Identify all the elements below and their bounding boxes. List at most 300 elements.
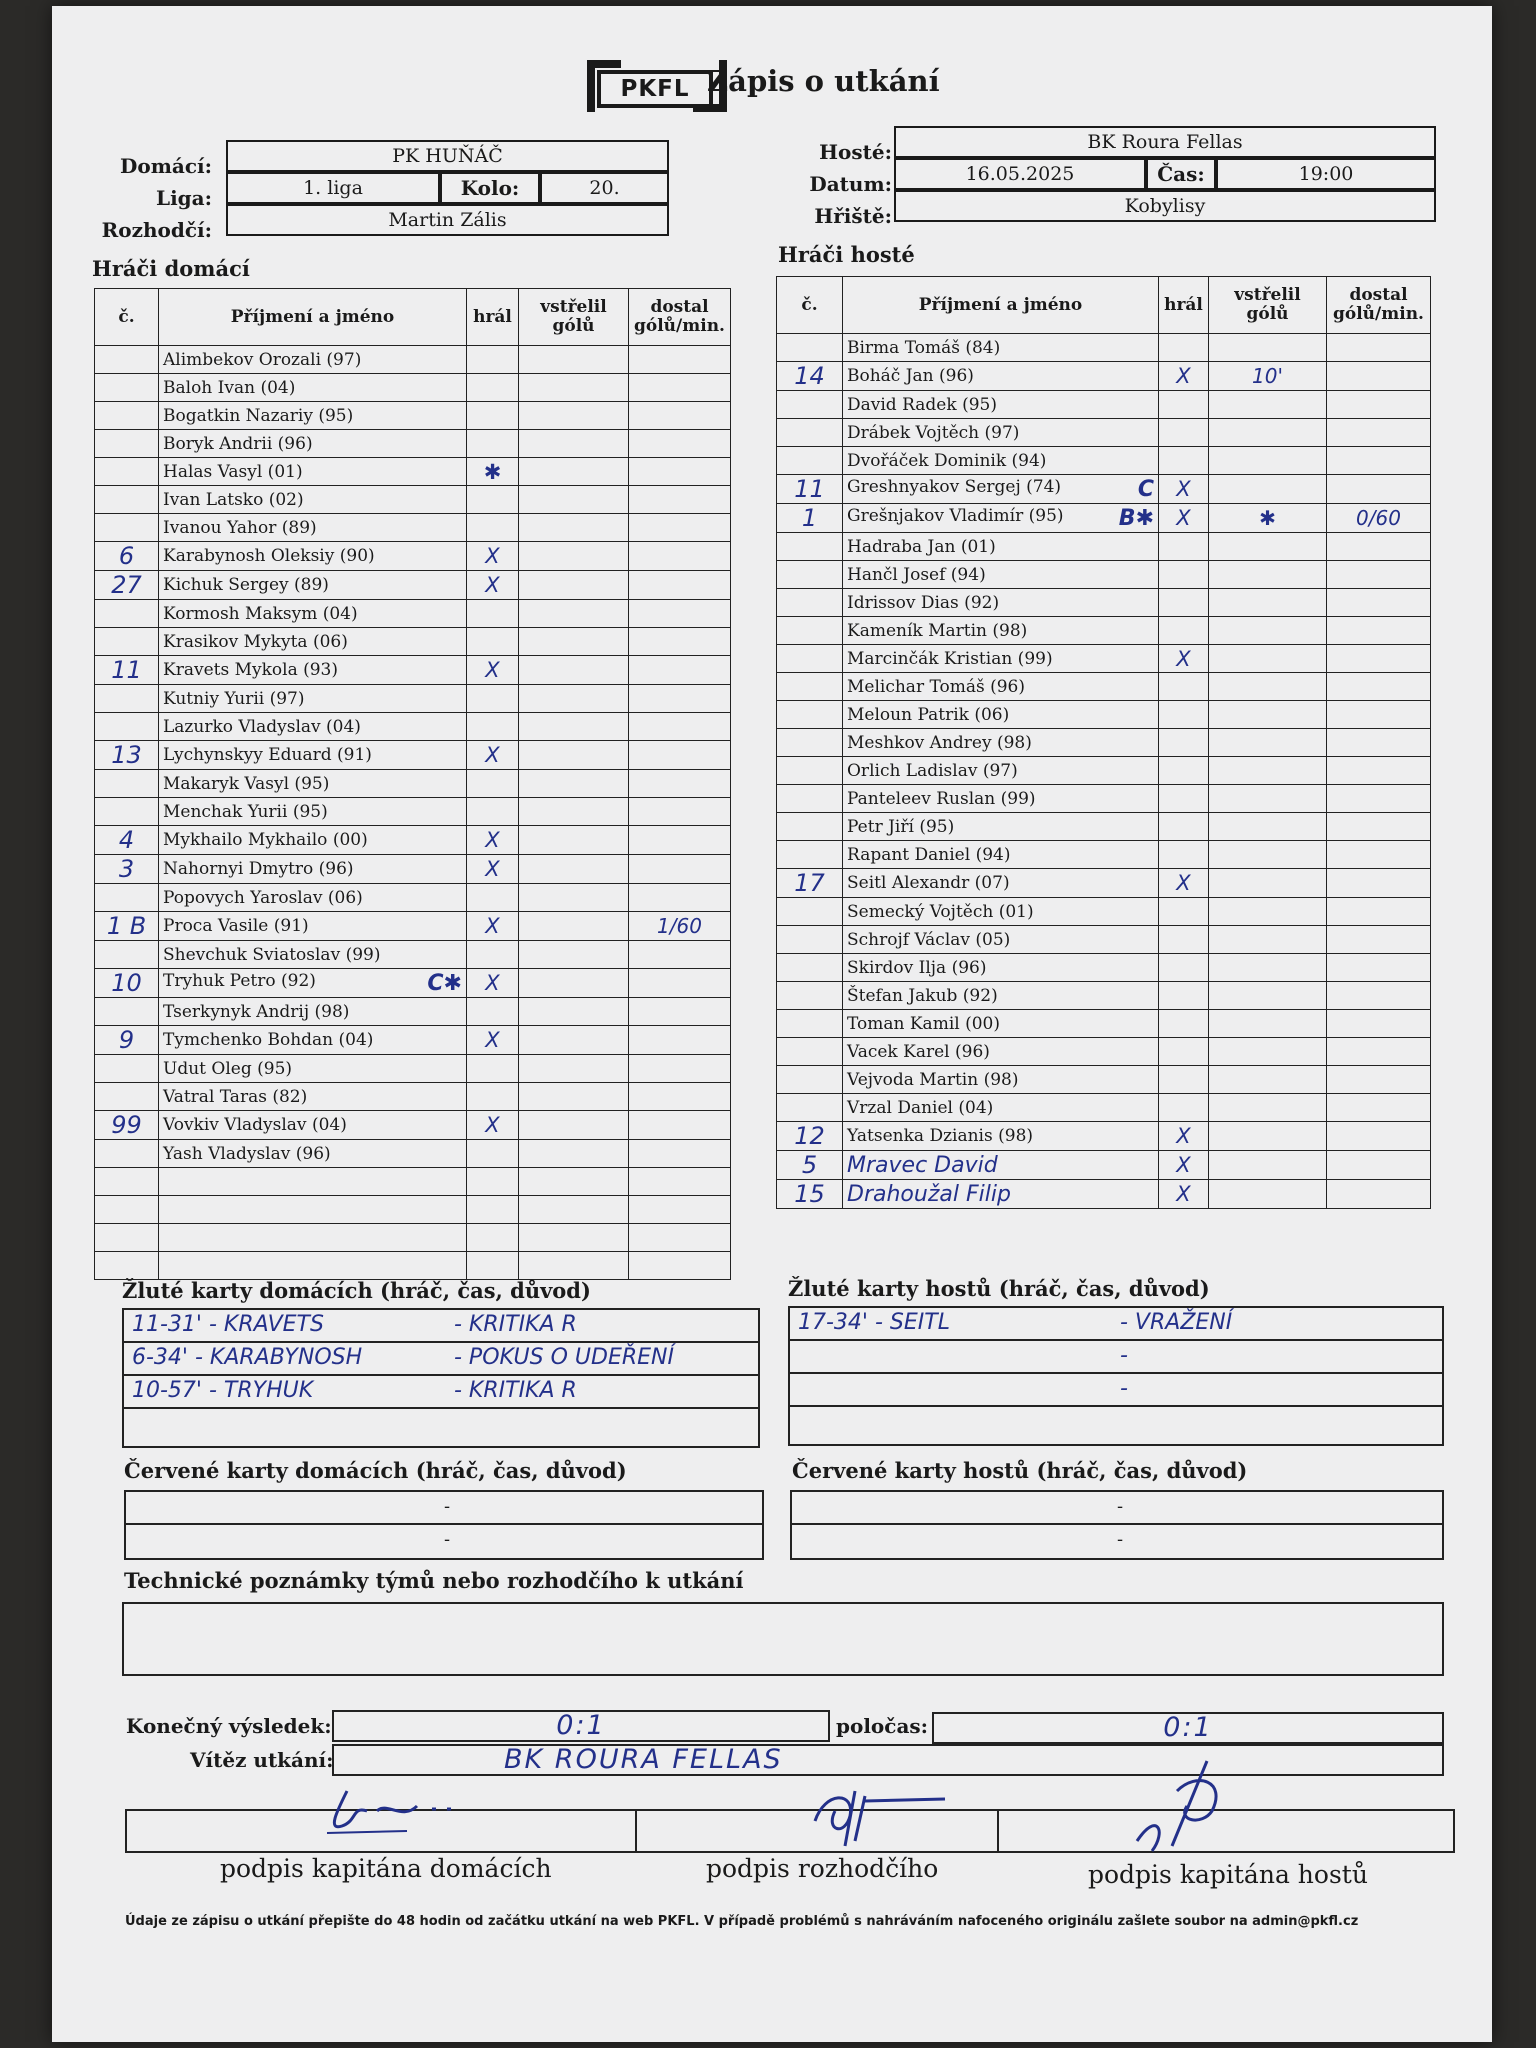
player-row	[95, 1026, 731, 1055]
goals-scored	[519, 1252, 629, 1280]
card-reason: - VRAŽENÍ	[1120, 1310, 1233, 1335]
goals-conceded	[1327, 813, 1431, 841]
goals-scored	[519, 969, 629, 998]
player-number	[95, 346, 159, 374]
col-no: č.	[777, 277, 843, 334]
player-row	[95, 402, 731, 430]
played-mark	[1159, 1066, 1209, 1094]
player-name-text: Drábek Vojtěch (97)	[847, 422, 1020, 443]
played-mark	[467, 1168, 519, 1196]
player-number	[95, 941, 159, 969]
goals-conceded	[1327, 1180, 1431, 1209]
card-reason: -	[1120, 1376, 1128, 1401]
player-name	[159, 685, 467, 713]
player-name-text: Popovych Yaroslav (06)	[163, 887, 363, 908]
captain-mark: C✱	[427, 970, 462, 996]
player-name-text: Mravec David	[847, 1152, 998, 1178]
player-name	[159, 1168, 467, 1196]
card-line	[124, 1343, 758, 1376]
goals-conceded	[1327, 785, 1431, 813]
player-number: 9	[95, 1026, 159, 1055]
played-mark: X	[467, 912, 519, 941]
player-name	[159, 1055, 467, 1083]
league-label: Liga:	[156, 186, 212, 210]
player-name-text: Vovkiv Vladyslav (04)	[163, 1115, 347, 1135]
player-name	[159, 741, 467, 770]
goals-conceded	[1327, 729, 1431, 757]
away-table-header	[777, 277, 1431, 334]
goals-conceded	[1327, 982, 1431, 1010]
played-mark	[467, 1252, 519, 1280]
player-row	[95, 713, 731, 741]
player-name	[843, 757, 1159, 785]
home-yellow-heading: Žluté karty domácích (hráč, čas, důvod)	[122, 1278, 591, 1303]
player-name-text: Kutniy Yurii (97)	[163, 688, 305, 709]
played-mark	[467, 514, 519, 542]
goals-scored	[1209, 1038, 1327, 1066]
player-name-text: Kameník Martin (98)	[847, 620, 1028, 641]
player-name-text: Ivanou Yahor (89)	[163, 517, 317, 538]
home-label: Domácí:	[120, 154, 212, 178]
away-players-table	[776, 276, 1431, 1209]
card-line	[124, 1409, 758, 1442]
player-row	[777, 785, 1431, 813]
played-mark: X	[467, 969, 519, 998]
away-label: Hosté:	[819, 140, 892, 164]
player-name-text: Rapant Daniel (94)	[847, 844, 1011, 865]
card-reason: -	[1120, 1343, 1128, 1368]
played-mark: X	[1159, 645, 1209, 673]
goals-scored	[519, 402, 629, 430]
player-name-text: Seitl Alexandr (07)	[847, 873, 1010, 893]
player-name-text: Nahornyi Dmytro (96)	[163, 859, 354, 879]
goals-scored	[1209, 982, 1327, 1010]
played-mark: X	[1159, 504, 1209, 533]
player-row	[777, 589, 1431, 617]
player-name	[843, 785, 1159, 813]
card-reason: - KRITIKA R	[454, 1312, 577, 1337]
player-name-text: Boryk Andrii (96)	[163, 433, 313, 454]
player-number: 1	[777, 504, 843, 533]
played-mark	[1159, 729, 1209, 757]
player-number	[777, 954, 843, 982]
referee-signature-cell	[635, 1811, 999, 1851]
final-result-label: Konečný výsledek:	[126, 1714, 332, 1738]
goals-scored	[519, 458, 629, 486]
player-number: 11	[95, 656, 159, 685]
player-row	[95, 1252, 731, 1280]
goals-scored	[519, 826, 629, 855]
played-mark	[1159, 589, 1209, 617]
col-scored: vstřelil gólů	[519, 289, 629, 346]
winner-label: Vítěz utkání:	[190, 1748, 334, 1772]
goals-scored	[519, 1111, 629, 1140]
played-mark	[467, 402, 519, 430]
goals-scored	[519, 374, 629, 402]
goals-conceded	[1327, 1066, 1431, 1094]
goals-conceded	[1327, 1122, 1431, 1151]
goals-scored	[1209, 1122, 1327, 1151]
played-mark	[467, 430, 519, 458]
player-number	[777, 729, 843, 757]
player-name	[159, 374, 467, 402]
goals-scored	[1209, 813, 1327, 841]
player-name	[843, 898, 1159, 926]
home-players-heading: Hráči domácí	[92, 256, 250, 281]
goals-scored	[519, 628, 629, 656]
logo-text: PKFL	[597, 70, 713, 108]
player-name-text: Baloh Ivan (04)	[163, 377, 296, 398]
card-entry: 11-31' - KRAVETS	[132, 1312, 324, 1337]
player-name	[843, 841, 1159, 869]
player-number	[95, 514, 159, 542]
played-mark: X	[467, 1026, 519, 1055]
col-played: hrál	[467, 289, 519, 346]
player-name-text: Melichar Tomáš (96)	[847, 676, 1026, 697]
player-row	[777, 645, 1431, 673]
player-row	[777, 334, 1431, 362]
card-reason: - KRITIKA R	[454, 1378, 577, 1403]
player-name	[843, 391, 1159, 419]
goals-scored	[1209, 926, 1327, 954]
referee-label: Rozhodčí:	[101, 218, 212, 242]
goals-scored	[1209, 447, 1327, 475]
player-number	[95, 486, 159, 514]
goals-scored	[519, 884, 629, 912]
goals-scored	[1209, 533, 1327, 561]
player-row	[777, 982, 1431, 1010]
played-mark	[467, 600, 519, 628]
player-number: 13	[95, 741, 159, 770]
player-row	[777, 1010, 1431, 1038]
played-mark	[1159, 447, 1209, 475]
player-name-text: Vrzal Daniel (04)	[847, 1097, 994, 1118]
goals-conceded	[629, 514, 731, 542]
player-number	[95, 402, 159, 430]
goals-conceded	[629, 402, 731, 430]
goals-conceded	[629, 486, 731, 514]
goals-conceded: 0/60	[1327, 504, 1431, 533]
player-row	[95, 656, 731, 685]
home-yellow-box	[122, 1308, 760, 1448]
player-number	[95, 998, 159, 1026]
final-result-value: 0:1	[556, 1710, 606, 1741]
goals-scored	[1209, 841, 1327, 869]
player-number	[95, 1168, 159, 1196]
goals-conceded	[629, 826, 731, 855]
player-name	[843, 447, 1159, 475]
goals-conceded	[1327, 419, 1431, 447]
goals-conceded	[629, 998, 731, 1026]
player-row	[95, 1224, 731, 1252]
goals-conceded	[629, 1252, 731, 1280]
away-red-box	[790, 1490, 1444, 1560]
player-name-text: Mykhailo Mykhailo (00)	[163, 830, 368, 850]
player-name	[843, 504, 1159, 533]
goals-conceded	[629, 685, 731, 713]
player-name-text: Kichuk Sergey (89)	[163, 575, 329, 595]
goals-conceded	[629, 542, 731, 571]
halftime-value: 0:1	[1163, 1712, 1213, 1743]
player-number: 27	[95, 571, 159, 600]
player-number: 12	[777, 1122, 843, 1151]
goals-scored	[519, 1055, 629, 1083]
player-name	[843, 334, 1159, 362]
away-yellow-box	[788, 1306, 1444, 1446]
goals-conceded	[629, 458, 731, 486]
player-number	[95, 1224, 159, 1252]
player-number	[777, 701, 843, 729]
player-name-text: Grešnjakov Vladimír (95)	[847, 505, 1064, 526]
match-sheet	[52, 6, 1492, 2042]
goals-conceded	[629, 1224, 731, 1252]
player-name-text: Marcinčák Kristian (99)	[847, 648, 1053, 669]
player-name	[843, 561, 1159, 589]
goals-scored	[519, 713, 629, 741]
player-row	[777, 1066, 1431, 1094]
player-row	[777, 1094, 1431, 1122]
goals-conceded	[1327, 673, 1431, 701]
goals-conceded	[1327, 1038, 1431, 1066]
card-line	[126, 1525, 762, 1558]
player-name	[843, 533, 1159, 561]
player-row	[777, 673, 1431, 701]
goals-scored	[519, 346, 629, 374]
player-name	[843, 1180, 1159, 1209]
played-mark: X	[467, 1111, 519, 1140]
player-name	[843, 645, 1159, 673]
home-team-field: PK HUŇÁČ	[226, 140, 669, 172]
played-mark	[1159, 841, 1209, 869]
player-number	[777, 1038, 843, 1066]
player-name	[843, 982, 1159, 1010]
played-mark	[467, 798, 519, 826]
goals-conceded	[629, 1026, 731, 1055]
home-red-heading: Červené karty domácích (hráč, čas, důvod)	[124, 1458, 627, 1483]
pitch-label: Hřiště:	[814, 204, 892, 228]
player-number	[777, 841, 843, 869]
goals-conceded	[1327, 533, 1431, 561]
played-mark	[1159, 391, 1209, 419]
card-line	[124, 1376, 758, 1409]
player-name	[843, 589, 1159, 617]
player-row	[777, 926, 1431, 954]
home-players-table	[94, 288, 731, 1280]
goals-scored	[1209, 1066, 1327, 1094]
goals-conceded	[629, 656, 731, 685]
played-mark: X	[1159, 475, 1209, 504]
player-name	[843, 1038, 1159, 1066]
played-mark	[1159, 1038, 1209, 1066]
goals-scored	[519, 770, 629, 798]
player-row	[95, 826, 731, 855]
goals-scored: 10'	[1209, 362, 1327, 391]
player-name-text: Dvořáček Dominik (94)	[847, 450, 1047, 471]
away-captain-signature	[1097, 1751, 1297, 1861]
player-name-text: Meloun Patrik (06)	[847, 704, 1010, 725]
goals-scored	[1209, 561, 1327, 589]
played-mark	[467, 941, 519, 969]
player-row	[95, 969, 731, 998]
player-name	[159, 998, 467, 1026]
player-name-text: Toman Kamil (00)	[847, 1013, 1000, 1034]
player-number: 14	[777, 362, 843, 391]
player-row	[95, 685, 731, 713]
player-name-text: Ivan Latsko (02)	[163, 489, 304, 510]
played-mark: X	[467, 855, 519, 884]
player-name	[159, 884, 467, 912]
away-players-heading: Hráči hosté	[778, 242, 915, 267]
goals-conceded	[1327, 701, 1431, 729]
player-name-text: Krasikov Mykyta (06)	[163, 631, 348, 652]
player-number	[777, 1094, 843, 1122]
player-row	[777, 954, 1431, 982]
player-row	[777, 898, 1431, 926]
player-row	[95, 912, 731, 941]
round-label: Kolo:	[440, 172, 540, 204]
goals-conceded	[1327, 841, 1431, 869]
player-row	[95, 600, 731, 628]
player-row	[95, 1083, 731, 1111]
goals-scored	[519, 571, 629, 600]
goals-conceded	[1327, 475, 1431, 504]
player-name-text: Proca Vasile (91)	[163, 916, 309, 936]
player-name-text: Panteleev Ruslan (99)	[847, 788, 1036, 809]
player-name-text: Lychynskyy Eduard (91)	[163, 745, 372, 765]
player-row	[95, 430, 731, 458]
goals-conceded	[629, 798, 731, 826]
home-captain-signature-cell	[127, 1811, 637, 1851]
card-line	[790, 1407, 1442, 1440]
player-row	[777, 419, 1431, 447]
card-entry: 10-57' - TRYHUK	[132, 1378, 314, 1403]
goals-conceded	[629, 346, 731, 374]
player-row	[777, 533, 1431, 561]
pitch-field: Kobylisy	[894, 190, 1436, 222]
player-row	[95, 770, 731, 798]
goals-conceded	[629, 855, 731, 884]
player-name-text: Idrissov Dias (92)	[847, 592, 1000, 613]
player-row	[95, 1055, 731, 1083]
goals-conceded	[629, 628, 731, 656]
col-played: hrál	[1159, 277, 1209, 334]
played-mark	[1159, 954, 1209, 982]
played-mark	[1159, 898, 1209, 926]
goals-conceded	[1327, 1151, 1431, 1180]
goals-scored	[519, 1196, 629, 1224]
played-mark	[467, 998, 519, 1026]
player-name	[843, 926, 1159, 954]
player-row	[777, 1038, 1431, 1066]
player-number	[777, 589, 843, 617]
away-captain-caption: podpis kapitána hostů	[1088, 1860, 1368, 1889]
player-name-text: Hadraba Jan (01)	[847, 536, 996, 557]
played-mark	[1159, 533, 1209, 561]
player-name	[843, 1151, 1159, 1180]
player-name	[159, 969, 467, 998]
referee-field: Martin Zális	[226, 204, 669, 236]
player-name-text: Drahoužal Filip	[847, 1181, 1011, 1207]
goals-conceded	[629, 969, 731, 998]
player-name-text: Petr Jiří (95)	[847, 816, 955, 837]
referee-caption: podpis rozhodčího	[706, 1854, 939, 1883]
goals-scored	[519, 941, 629, 969]
player-row	[777, 1122, 1431, 1151]
player-number	[95, 1083, 159, 1111]
player-name-text: Karabynosh Oleksiy (90)	[163, 546, 375, 566]
player-name	[159, 1083, 467, 1111]
goals-scored	[1209, 954, 1327, 982]
player-row	[777, 813, 1431, 841]
goals-conceded	[1327, 334, 1431, 362]
goals-conceded	[629, 741, 731, 770]
card-line	[126, 1492, 762, 1525]
goals-scored	[519, 998, 629, 1026]
time-field: 19:00	[1216, 158, 1436, 190]
col-scored: vstřelil gólů	[1209, 277, 1327, 334]
player-name-text: Tserkynyk Andrij (98)	[163, 1001, 350, 1022]
player-number	[95, 884, 159, 912]
player-row	[95, 486, 731, 514]
goals-scored	[519, 486, 629, 514]
goals-conceded	[629, 374, 731, 402]
goals-conceded	[629, 1196, 731, 1224]
player-name	[159, 571, 467, 600]
goals-scored	[1209, 898, 1327, 926]
played-mark	[467, 1196, 519, 1224]
goals-conceded	[1327, 589, 1431, 617]
player-name	[159, 912, 467, 941]
player-name	[159, 1111, 467, 1140]
played-mark	[1159, 982, 1209, 1010]
player-name	[843, 869, 1159, 898]
goals-conceded	[629, 1111, 731, 1140]
player-number	[95, 628, 159, 656]
player-name-text: Shevchuk Sviatoslav (99)	[163, 944, 381, 965]
player-name-text: Orlich Ladislav (97)	[847, 760, 1018, 781]
player-row	[95, 458, 731, 486]
goals-scored	[1209, 673, 1327, 701]
player-number	[95, 798, 159, 826]
goals-scored	[1209, 785, 1327, 813]
goals-scored: ✱	[1209, 504, 1327, 533]
player-row	[777, 475, 1431, 504]
goals-scored	[519, 1224, 629, 1252]
player-name-text: Semecký Vojtěch (01)	[847, 901, 1034, 922]
player-name	[159, 826, 467, 855]
home-captain-signature	[307, 1781, 507, 1841]
goals-conceded	[629, 884, 731, 912]
player-name-text: Kravets Mykola (93)	[163, 660, 339, 680]
player-number	[777, 982, 843, 1010]
goals-scored	[1209, 589, 1327, 617]
player-row	[777, 561, 1431, 589]
player-number: 4	[95, 826, 159, 855]
player-row	[777, 504, 1431, 533]
player-row	[777, 869, 1431, 898]
player-name	[159, 1252, 467, 1280]
player-number	[95, 1196, 159, 1224]
player-row	[95, 741, 731, 770]
player-name-text: Lazurko Vladyslav (04)	[163, 716, 361, 737]
player-number	[95, 430, 159, 458]
player-name	[843, 1010, 1159, 1038]
played-mark: X	[467, 741, 519, 770]
player-name	[843, 701, 1159, 729]
player-name	[159, 1140, 467, 1168]
player-name	[159, 1224, 467, 1252]
played-mark	[467, 374, 519, 402]
